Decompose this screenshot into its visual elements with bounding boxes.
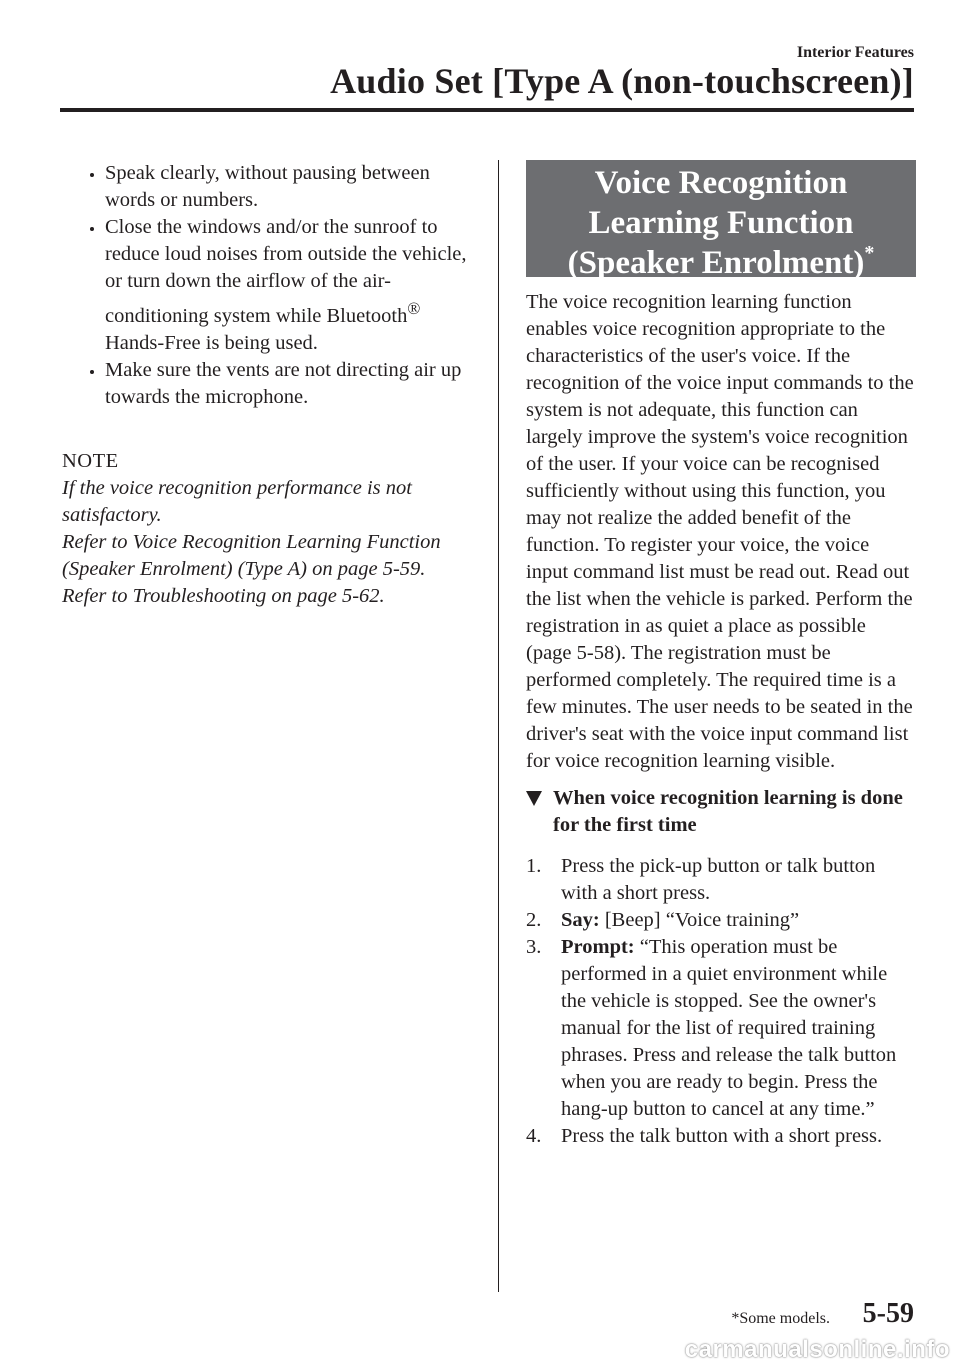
registered-mark: ® bbox=[407, 299, 421, 318]
heading-line-text: (Speaker Enrolment) bbox=[567, 245, 865, 281]
step-label: Say: bbox=[561, 909, 600, 931]
bullet-icon bbox=[90, 227, 94, 231]
page-title: Audio Set [Type A (non-touchscreen)] bbox=[330, 61, 914, 101]
step-number: 2. bbox=[526, 909, 542, 931]
triangle-down-icon bbox=[526, 791, 542, 806]
column-divider bbox=[498, 160, 499, 1292]
left-column bbox=[62, 160, 472, 610]
step-number: 1. bbox=[526, 855, 542, 877]
body-paragraph: The voice recognition learning function enables voice recognition appropriate to the characteristics of the user's voice. If the recognition of the voice input commands to the system is not adequate, this function can largely improve the system's voice recognition of the user. If your voice can be recognised sufficiently without using this function, you may not realize the added benefit of the function. To register your voice, the voice input command list must be read out. Read out the list when the vehicle is parked. Perform the registration in as quiet a place as possible (page 5-58). The registration must be performed completely. The required time is a few minutes. The user needs to be seated in the driver's seat with the voice input command list for voice recognition learning visible. bbox=[526, 291, 914, 772]
bullet-text: Speak clearly, without pausing between words or numbers. bbox=[105, 162, 430, 211]
step-text: Press the talk button with a short press. bbox=[561, 1125, 883, 1147]
step-text: “This operation must be performed in a quiet environment while the vehicle is stopped. See the owner's manual for the list of required training phrases. Press and release the talk button when you are ready to begin. Press the hang-up button to cancel at any time.” bbox=[561, 936, 897, 1120]
subheading bbox=[526, 785, 916, 839]
list-item bbox=[62, 214, 472, 357]
note-block bbox=[62, 448, 472, 610]
watermark: carmanualsonline.info bbox=[684, 1336, 950, 1363]
step-item bbox=[526, 934, 916, 1123]
step-text: [Beep] “Voice training” bbox=[599, 909, 800, 931]
footnote: *Some models. bbox=[731, 1310, 830, 1327]
heading-asterisk: * bbox=[864, 242, 875, 264]
bullet-text-continued: Hands-Free is being used. bbox=[105, 331, 318, 354]
bullet-text: Make sure the vents are not directing air up towards the microphone. bbox=[105, 358, 462, 408]
step-item bbox=[526, 1123, 916, 1150]
step-item bbox=[526, 853, 916, 907]
list-item bbox=[62, 357, 472, 411]
note-label: NOTE bbox=[62, 449, 119, 472]
bullet-text: Close the windows and/or the sunroof to reduce loud noises from outside the vehicle, or turn down the airflow of the air-conditioning system while Bluetooth bbox=[105, 216, 467, 327]
note-line: If the voice recognition performance is not satisfactory. bbox=[62, 476, 412, 526]
step-number: 3. bbox=[526, 936, 542, 958]
section-heading bbox=[526, 160, 916, 281]
heading-line: Learning Function bbox=[588, 205, 854, 241]
header-rule bbox=[60, 108, 914, 112]
bullet-list bbox=[62, 160, 472, 411]
step-label: Prompt: bbox=[561, 936, 635, 958]
heading-line-3 bbox=[526, 243, 916, 283]
subheading-text: When voice recognition learning is done for the first time bbox=[553, 787, 903, 836]
list-item bbox=[62, 160, 472, 214]
bullet-icon bbox=[90, 173, 94, 177]
right-column bbox=[526, 160, 916, 1150]
header-section-label: Interior Features bbox=[796, 44, 914, 61]
step-list bbox=[526, 853, 916, 1150]
step-number: 4. bbox=[526, 1125, 542, 1147]
note-line: Refer to Voice Recognition Learning Function (Speaker Enrolment) (Type A) on page 5-59. bbox=[62, 530, 441, 580]
heading-line: Voice Recognition bbox=[594, 165, 848, 201]
bullet-icon bbox=[90, 370, 94, 374]
note-line: Refer to Troubleshooting on page 5-62. bbox=[62, 584, 385, 607]
step-text: Press the pick-up button or talk button with a short press. bbox=[561, 855, 876, 904]
step-item bbox=[526, 907, 916, 934]
page-number: 5-59 bbox=[862, 1298, 914, 1329]
